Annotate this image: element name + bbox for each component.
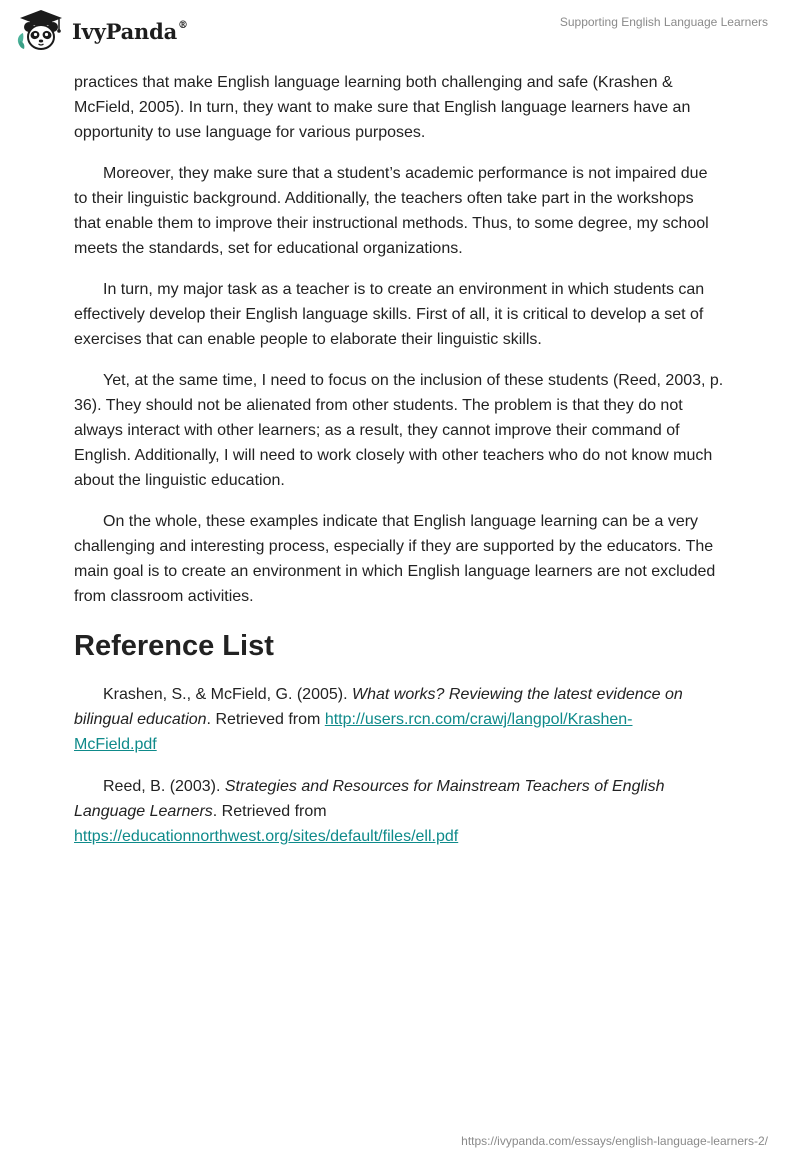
reference-item [74,682,694,757]
reference-title: What works? Reviewing the latest evidence on bilingual education [74,686,683,728]
paragraph: In turn, my major task as a teacher is to create an environment in which students can effectively develop their English language skills. First of all, it is critical to develop a set of exercises that can enable people to elaborate their linguistic skills. [74,281,705,348]
paragraph: On the whole, these examples indicate that English language learning can be a very challenging and interesting process, especially if they are supported by the educators. The main goal is to create an environment in which English language learners are not excluded from classroom activities. [74,513,716,605]
reference-link[interactable]: https://educationnorthwest.org/sites/default/files/ell.pdf [74,828,459,845]
reference-retrieved: . Retrieved from [206,711,325,728]
reference-retrieved: . Retrieved from [212,803,327,820]
reference-authors: Reed, B. (2003). [103,778,225,795]
paragraph: Yet, at the same time, I need to focus on the inclusion of these students (Reed, 2003, p. 36). They should not be alienated from other students. The problem is that they do not always interact with other learners; as a result, they cannot improve their command of English. Additionally, I will need to work closely with other teachers who do not know much about the linguistic education. [74,372,724,489]
reference-item [74,774,694,849]
page-header [0,0,800,64]
source-url: https://ivypanda.com/essays/english-language-learners-2/ [461,1134,768,1148]
brand-name: IvyPanda® [72,18,188,44]
panda-graduate-icon [14,8,68,52]
document-title: Supporting English Language Learners [559,15,768,29]
paragraph: Moreover, they make sure that a student’s academic performance is not impaired due to their linguistic background. Additionally, the teachers often take part in the workshops that enable them to improve their instructional methods. Thus, to some degree, my school meets the standards, set for educational organizations. [74,165,709,257]
reference-title: Strategies and Resources for Mainstream Teachers of English Language Learners [74,778,665,820]
ivypanda-logo[interactable] [14,8,188,52]
reference-authors: Krashen, S., & McField, G. (2005). [103,686,352,703]
paragraph-continuation: practices that make English language learning both challenging and safe (Krashen & McField, 2005). In turn, they want to make sure that English language learners have an opportunity to use language for various purposes. [74,74,691,141]
essay-content [74,70,724,866]
reference-link[interactable]: http://users.rcn.com/crawj/langpol/Krashen-McField.pdf [74,711,633,753]
reference-list-heading: Reference List [74,630,274,662]
